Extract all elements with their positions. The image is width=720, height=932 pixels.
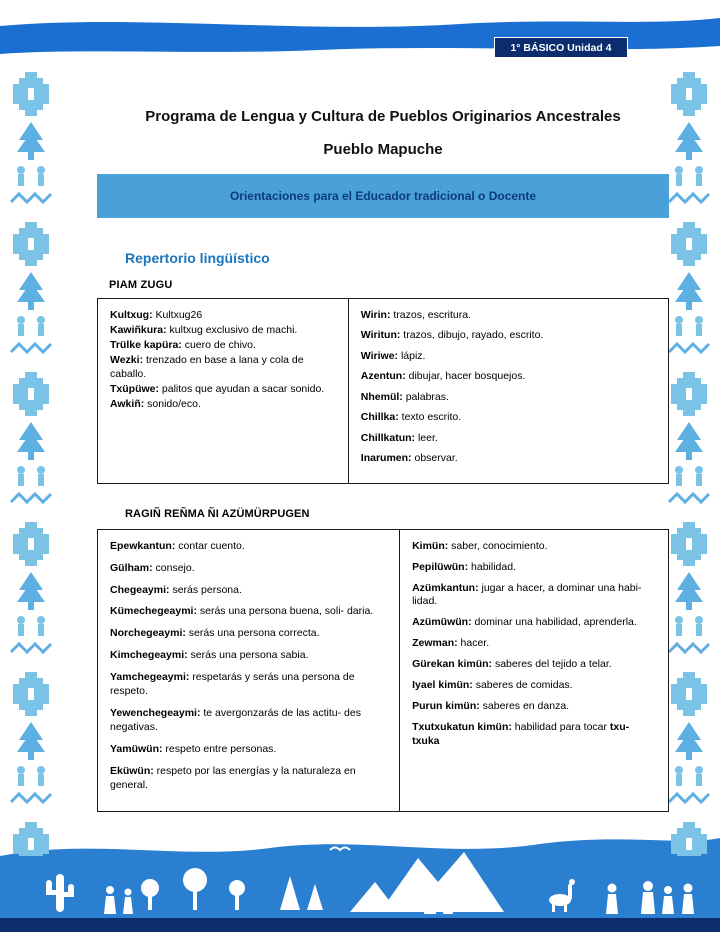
glossary1-right-column (349, 299, 668, 483)
glossary-entry: Yewenchegeaymi: te avergonzarás de las actitu- des negativas. (110, 707, 361, 734)
glossary-entry: Txutxukatun kimün: habilidad para tocar txu- txuka (412, 721, 630, 748)
right-ornament-border (661, 64, 717, 856)
glossary-entry: Gürekan kimün: saberes del tejido a telar. (412, 658, 612, 671)
glossary-entry: Awkiñ: sonido/eco. (110, 397, 201, 410)
glossary-entry: Azümüwün: dominar una habilidad, aprenderla. (412, 616, 637, 629)
glossary-entry: Txüpüwe: palitos que ayudan a sacar sonido. (110, 382, 325, 395)
glossary-entry: Purun kimün: saberes en danza. (412, 700, 570, 713)
glossary-entry: Kawiñkura: kultxug exclusivo de machi. (110, 323, 298, 336)
bottom-navy-strip (0, 918, 720, 932)
glossary-entry: Wezki: trenzado en base a lana y cola de caballo. (110, 353, 304, 380)
glossary-entry: Chegeaymi: serás persona. (110, 583, 242, 596)
program-title: Programa de Lengua y Cultura de Pueblos Originarios Ancestrales (145, 108, 621, 125)
orientation-banner-label: Orientaciones para el Educador tradicional o Docente (229, 189, 537, 203)
glossary2-left-column (98, 530, 400, 811)
glossary-entry: Iyael kimün: saberes de comidas. (412, 679, 573, 692)
glossary-entry: Azümkantun: jugar a hacer, a dominar una habi- lidad. (412, 581, 642, 608)
glossary-entry: Gülham: consejo. (110, 561, 195, 574)
left-ornament-border (3, 64, 59, 856)
glossary1-left-column (98, 299, 349, 483)
orientation-banner (97, 174, 669, 218)
glossary-entry: Kultxug: Kultxug26 (110, 309, 203, 321)
glossary2-heading: RAGIÑ REÑMA ÑI AZÜMÜRPUGEN (125, 507, 310, 520)
glossary-entry: Pepilüwün: habilidad. (412, 560, 516, 573)
main-content (97, 64, 669, 812)
glossary-table-piam-zugu (97, 298, 669, 484)
glossary-entry: Chillkatun: leer. (360, 431, 438, 444)
glossary1-heading: PIAM ZUGU (109, 279, 173, 291)
glossary-entry: Inarumen: observar. (360, 452, 458, 465)
glossary-entry: Zewman: hacer. (412, 637, 490, 650)
glossary-entry: Yamüwün: respeto entre personas. (110, 743, 277, 756)
glossary-entry: Norchegeaymi: serás una persona correcta. (110, 627, 320, 640)
glossary-entry: Epewkantun: contar cuento. (110, 539, 245, 552)
glossary-entry: Yamchegeaymi: respetarás y serás una persona de respeto. (110, 671, 355, 698)
unit-badge: 1° BÁSICO Unidad 4 (494, 37, 628, 58)
pueblo-title: Pueblo Mapuche (323, 141, 443, 158)
glossary-entry: Wiriwe: lápiz. (360, 349, 426, 362)
glossary-entry: Trülke kapüra: cuero de chivo. (110, 338, 256, 351)
glossary-entry: Kimchegeaymi: serás una persona sabia. (110, 649, 309, 662)
glossary-entry: Azentun: dibujar, hacer bosquejos. (360, 370, 526, 383)
glossary-entry: Wiritun: trazos, dibujo, rayado, escrito. (360, 329, 544, 342)
glossary-entry: Kümechegeaymi: serás una persona buena, soli- daria. (110, 605, 374, 618)
glossary2-right-column (400, 530, 668, 811)
glossary-entry: Wirin: trazos, escritura. (360, 309, 471, 321)
glossary-table-ragin (97, 529, 669, 812)
glossary-entry: Eküwün: respeto por las energías y la naturaleza en general. (110, 765, 356, 792)
footer-landscape-graphic (0, 826, 720, 918)
section-title: Repertorio lingüístico (125, 250, 270, 266)
glossary-entry: Chillka: texto escrito. (360, 411, 462, 424)
glossary-entry: Kimün: saber, conocimiento. (412, 539, 548, 552)
glossary-entry: Nhemül: palabras. (360, 390, 449, 403)
